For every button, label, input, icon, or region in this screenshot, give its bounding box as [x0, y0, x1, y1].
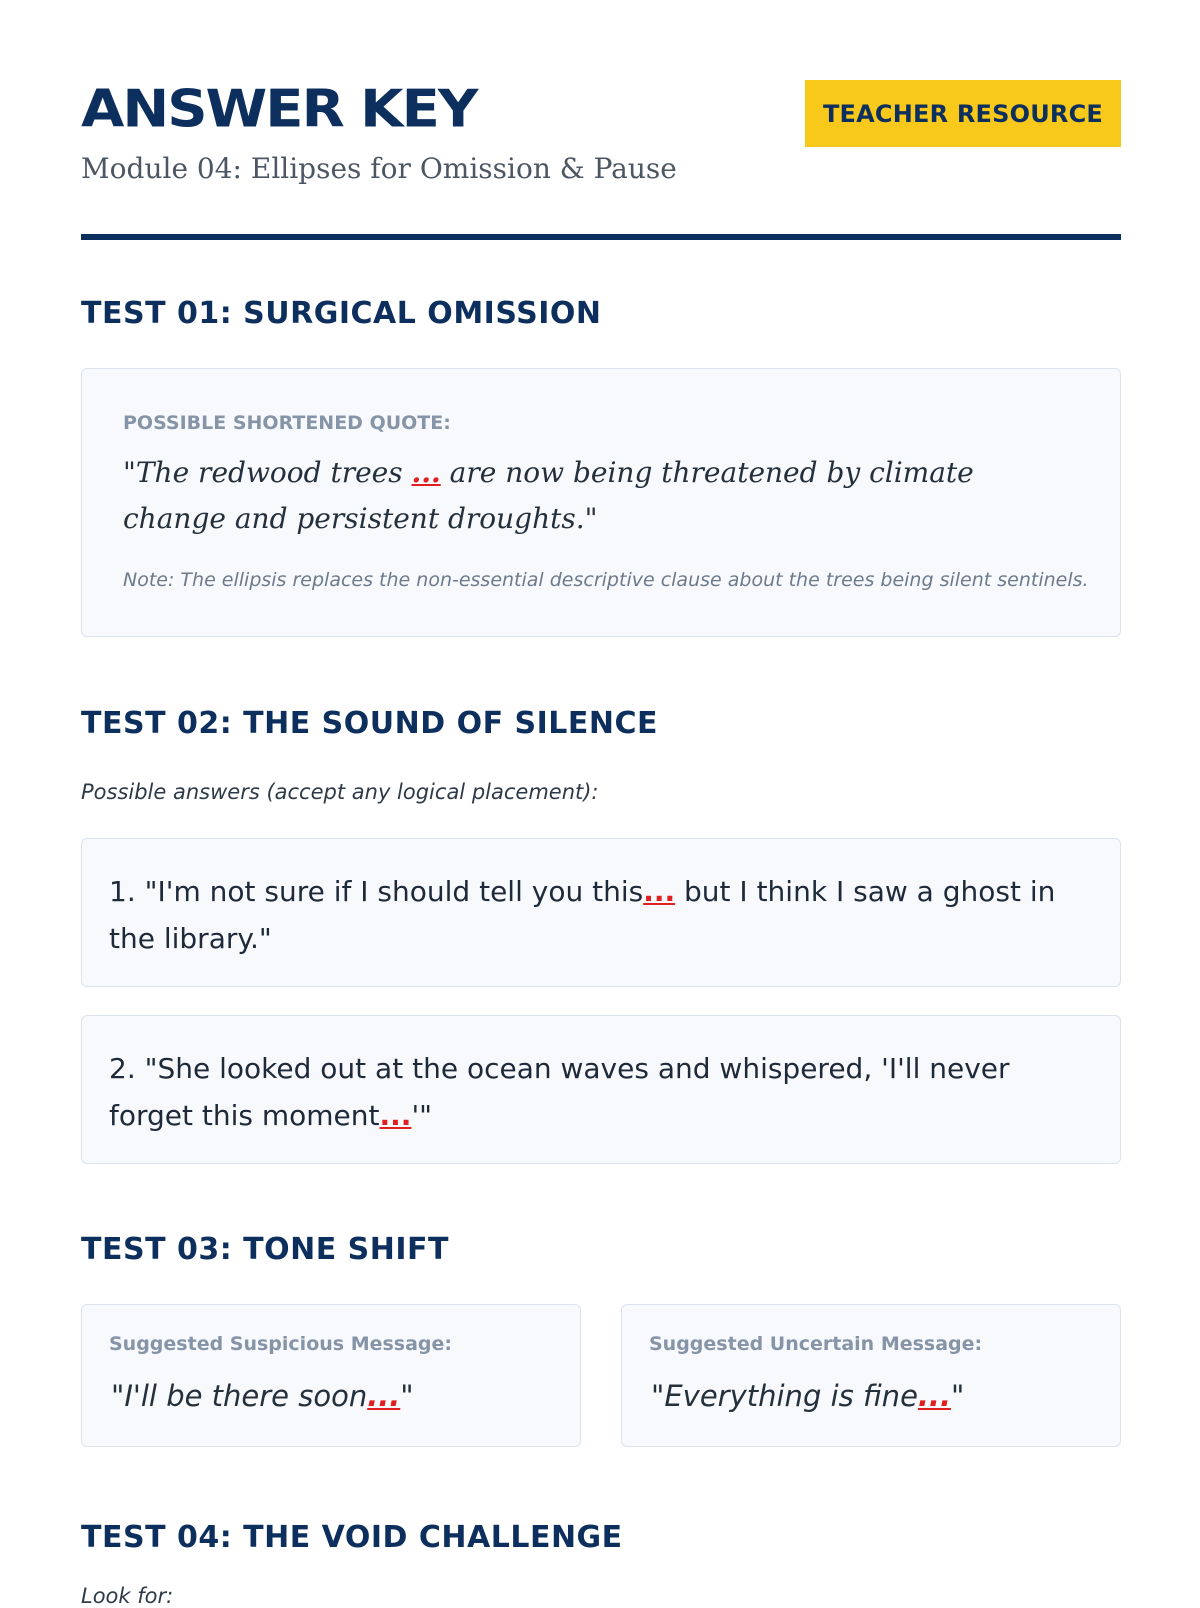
tone-card-suspicious — [81, 1304, 581, 1447]
suspicious-after: " — [400, 1379, 414, 1413]
answer-2-before: 2. "She looked out at the ocean waves and whispered, 'I'll never forget this moment — [109, 1052, 1010, 1132]
suspicious-before: "I'll be there soon — [111, 1379, 368, 1413]
uncertain-label: Suggested Uncertain Message: — [649, 1333, 983, 1355]
ellipsis-mark: ... — [367, 1379, 401, 1413]
test-04-intro: Look for: — [81, 1584, 174, 1608]
uncertain-message — [651, 1379, 964, 1413]
page-header — [81, 80, 1121, 210]
test-04-heading: TEST 04: THE VOID CHALLENGE — [81, 1520, 623, 1555]
ellipsis-mark: ... — [379, 1099, 412, 1132]
answer-2-text — [109, 1045, 1094, 1139]
suspicious-label: Suggested Suspicious Message: — [109, 1333, 453, 1355]
answer-1-before: 1. "I'm not sure if I should tell you this — [109, 875, 644, 908]
test-01-card — [81, 368, 1121, 637]
ellipsis-mark: ... — [643, 875, 676, 908]
quote-text-before: "The redwood trees — [123, 456, 412, 489]
uncertain-before: "Everything is fine — [651, 1379, 918, 1413]
page-title: ANSWER KEY — [81, 79, 477, 140]
teacher-resource-badge: TEACHER RESOURCE — [805, 80, 1121, 147]
page-subtitle: Module 04: Ellipses for Omission & Pause — [81, 152, 677, 185]
answer-2-after: '" — [411, 1099, 433, 1132]
tone-card-uncertain — [621, 1304, 1121, 1447]
header-divider — [81, 234, 1121, 240]
test-02-heading: TEST 02: THE SOUND OF SILENCE — [81, 706, 659, 741]
answer-card-2 — [81, 1015, 1121, 1164]
test-03-heading: TEST 03: TONE SHIFT — [81, 1232, 450, 1267]
answer-1-text — [109, 868, 1089, 962]
ellipsis-note: Note: The ellipsis replaces the non-essential descriptive clause about the trees being silent sentinels. — [123, 569, 1089, 591]
answer-1-after: but I think I saw a ghost in the library." — [109, 875, 1056, 955]
ellipsis-mark: ... — [917, 1379, 951, 1413]
shortened-quote — [123, 450, 1083, 542]
test-01-heading: TEST 01: SURGICAL OMISSION — [81, 296, 602, 331]
shortened-quote-label: POSSIBLE SHORTENED QUOTE: — [123, 412, 451, 434]
uncertain-after: " — [950, 1379, 965, 1413]
suspicious-message — [111, 1379, 414, 1413]
ellipsis-mark: ... — [411, 456, 441, 489]
test-02-intro: Possible answers (accept any logical placement): — [81, 780, 599, 804]
answer-card-1 — [81, 838, 1121, 987]
quote-text-after: are now being threatened by climate change and persistent droughts." — [123, 456, 974, 535]
